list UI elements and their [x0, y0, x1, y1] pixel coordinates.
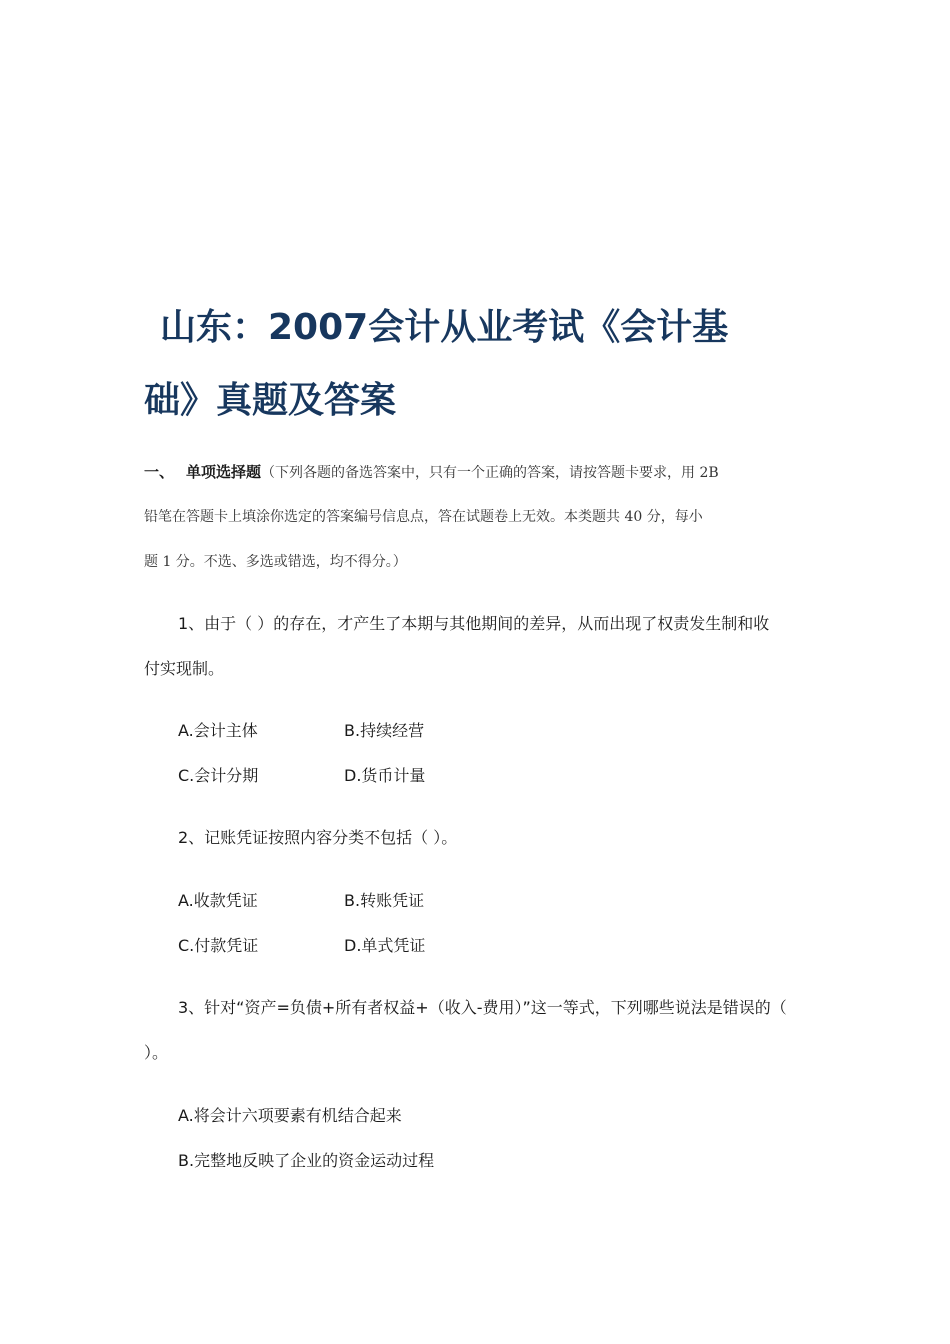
section-intro-line1	[144, 450, 814, 496]
question-2-option-a: A.收款凭证	[178, 891, 258, 910]
question-1-option-c: C.会计分期	[178, 766, 259, 785]
question-1-stem-line1: 1、由于（ ）的存在，才产生了本期与其他期间的差异，从而出现了权责发生制和收	[178, 614, 770, 633]
question-3-stem-line2: ）。	[144, 1043, 169, 1062]
question-1-option-d: D.货币计量	[344, 766, 426, 785]
question-3-option-a: A.将会计六项要素有机结合起来	[178, 1106, 402, 1125]
question-3-option-b: B.完整地反映了企业的资金运动过程	[178, 1151, 435, 1170]
question-1-stem-line2: 付实现制。	[144, 659, 225, 678]
question-1-option-a: A.会计主体	[178, 721, 258, 740]
question-2-option-b: B.转账凭证	[344, 891, 425, 910]
document-title-line1: 山东：2007会计从业考试《会计基	[160, 307, 729, 348]
question-1-option-b: B.持续经营	[344, 721, 425, 740]
section-intro-line3: 题 1 分。不选、多选或错选，均不得分。）	[144, 554, 407, 570]
section-instructions-part1: （下列各题的备选答案中，只有一个正确的答案，请按答题卡要求，用 2B	[261, 465, 719, 481]
question-2-option-d: D.单式凭证	[344, 936, 426, 955]
document-title-line2: 础》真题及答案	[144, 380, 397, 421]
section-label: 单项选择题	[186, 463, 262, 481]
section-intro-line2: 铅笔在答题卡上填涂你选定的答案编号信息点，答在试题卷上无效。本类题共 40 分，每小	[144, 509, 703, 525]
question-3-stem-line1: 3、针对“资产=负债+所有者权益+（收入-费用）”这一等式，下列哪些说法是错误的（	[178, 998, 787, 1017]
question-2-option-c: C.付款凭证	[178, 936, 259, 955]
question-2-stem-line1: 2、记账凭证按照内容分类不包括（ ）。	[178, 828, 458, 847]
section-number: 一、	[144, 463, 175, 481]
